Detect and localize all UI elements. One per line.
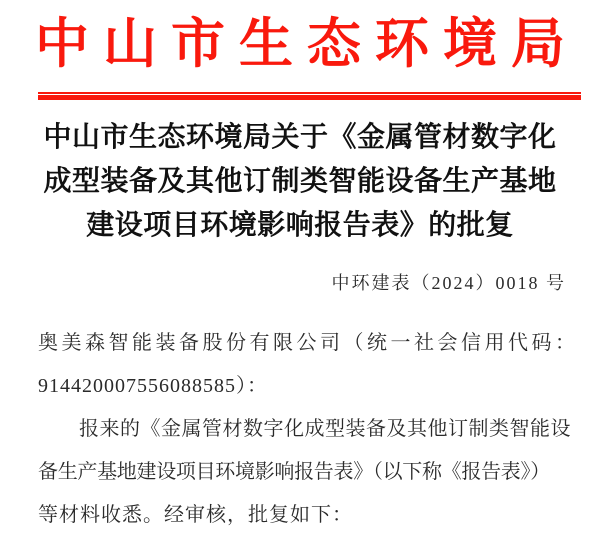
body-paragraph-line: 报来的《金属管材数字化成型装备及其他订制类智能设 (79, 418, 571, 440)
document-title-line: 成型装备及其他订制类智能设备生产基地 (43, 166, 557, 197)
credit-code-line: 914420007556088585）： (38, 375, 268, 397)
body-paragraph-line: 备生产基地建设项目环境影响报告表》（以下称《报告表》） (38, 461, 550, 483)
document-body (38, 322, 582, 535)
document-title (15, 116, 585, 248)
document-reference-number: 中环建表（2024）0018 号 (331, 273, 566, 293)
agency-letterhead: 中山市生态环境局 (35, 14, 579, 74)
document-title-line: 建设项目环境影响报告表》的批复 (86, 210, 514, 241)
document-title-line: 中山市生态环境局关于《金属管材数字化 (43, 122, 557, 153)
recipient-line: 奥美森智能装备股份有限公司（统一社会信用代码： (38, 332, 579, 354)
body-paragraph-line: 等材料收悉。经审核，批复如下： (38, 504, 353, 526)
letterhead-divider-line (38, 92, 581, 100)
